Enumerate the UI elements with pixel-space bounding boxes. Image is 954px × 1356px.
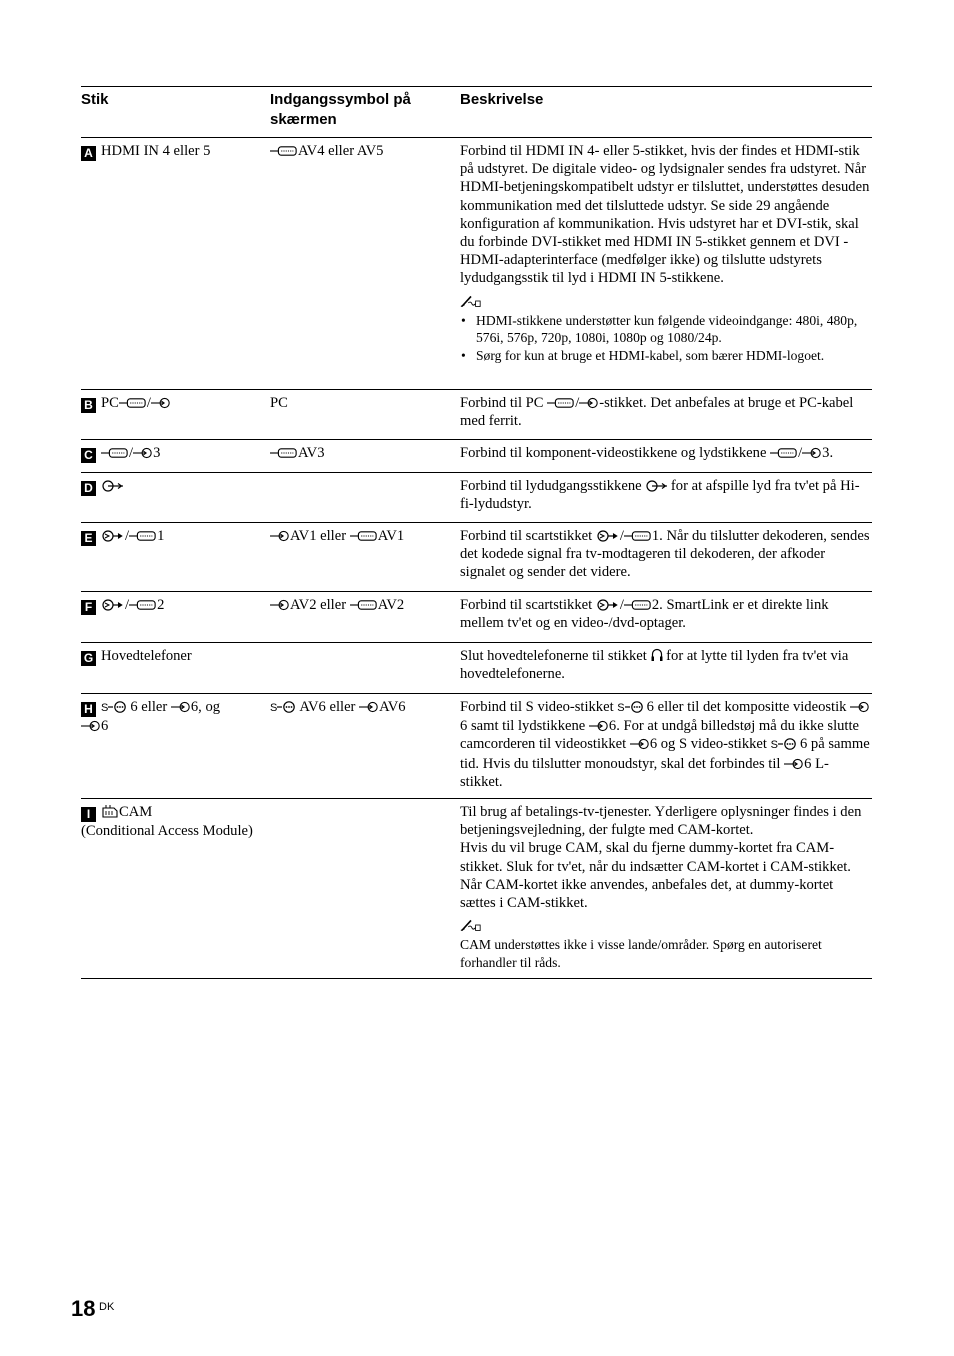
row-h-symbol-text-2: AV6 xyxy=(379,699,406,715)
input-icon xyxy=(270,530,290,542)
row-h-desc-4: 6. For at undgå billedstøj må du ikke slutte camcorderen til videostikket xyxy=(460,718,860,753)
row-a-description-text: Forbind til HDMI IN 4- eller 5-stikket, hvis der findes et HDMI-stik på udstyret. De digitale video- og lydsignaler sendes fra udstyret. Når HDMI-betjeningskompatibelt udstyr er tilsluttet, understøttes desuden kommunikation med det tilsluttede udstyr. Se side 29 angående konfiguration af kommunikation. Hvis udstyret har et DVI-stik, skal du forbinde DVI-stikket med HDMI IN 5-stikket gennem et DVI - HDMI-adapterinterface (medfølger ikke) og tilslutte udstyrets lydudgangsstik til lyd i HDMI IN 5-stikkene. xyxy=(460,143,870,287)
audio-output-icon xyxy=(101,480,123,492)
video-input-icon xyxy=(350,530,378,542)
video-input-icon xyxy=(624,599,652,611)
s-video-mark: S xyxy=(270,702,278,714)
row-e-connector: E / 1 xyxy=(81,527,261,546)
table-row-g xyxy=(81,643,872,694)
row-c-symbol-text: AV3 xyxy=(298,445,325,461)
row-g-description-text: Slut hovedtelefonerne til stikket xyxy=(460,648,647,664)
row-c-connector: C / 3 xyxy=(81,444,261,463)
hdmi-input-icon xyxy=(119,397,147,409)
row-e-symbol xyxy=(270,527,450,545)
row-f-connector: F / 2 xyxy=(81,596,261,615)
page-number: 18 xyxy=(71,1296,96,1321)
row-e-symbol-text: AV1 eller xyxy=(290,528,347,544)
component-input-icon xyxy=(770,447,798,459)
row-i-connector xyxy=(81,803,261,840)
row-letter-badge: D xyxy=(81,481,96,496)
row-f-description: Forbind til scartstikket / 2. SmartLink er et direkte link mellem tv'et og en video-/dvd-optager. xyxy=(460,597,829,632)
row-i-note: CAM understøttes ikke i visse lande/områder. Spørg en autoriseret forhandler til råds. xyxy=(460,937,822,971)
video-input-icon xyxy=(359,701,379,713)
connector-table xyxy=(81,86,872,979)
row-c-connector-text: 3 xyxy=(153,445,161,461)
row-e-description-text: Forbind til scartstikket xyxy=(460,528,593,544)
row-h-connector xyxy=(81,698,261,735)
hdmi-input-icon xyxy=(270,145,298,157)
row-i-connector-text: CAM xyxy=(119,804,153,820)
row-f-symbol-text-2: AV2 xyxy=(377,597,405,613)
table-row-i xyxy=(81,799,872,979)
row-g-connector-text: Hovedtelefoner xyxy=(101,648,192,664)
scart-icon xyxy=(101,530,125,542)
video-input-icon xyxy=(350,599,378,611)
row-g-description-text-2: for at lytte til lyden fra tv'et via hovedtelefonerne. xyxy=(460,648,849,683)
row-e-description: Forbind til scartstikket / 1. Når du tilslutter dekoderen, sendes det kodede signal fra tv-modtageren til dekoderen, der afkoder signalet og sender det videre. xyxy=(460,528,870,581)
note-item: • HDMI-stikkene understøtter kun følgende videoindgange: 480i, 480p, 576i, 576p, 720p, 1080i, 1080p og 1080/24p. xyxy=(460,312,871,348)
row-h-desc-2: 6 eller til det kompositte videostik xyxy=(646,699,847,715)
component-input-icon xyxy=(101,447,129,459)
row-i-description xyxy=(460,803,871,972)
row-letter-badge: A xyxy=(81,146,96,161)
row-a-symbol xyxy=(270,142,450,160)
table-header xyxy=(81,87,872,138)
row-h-description xyxy=(460,698,871,791)
note-icon xyxy=(460,916,482,934)
row-e-connector-text: 1 xyxy=(157,528,165,544)
table-row-e xyxy=(81,523,872,592)
table-row-c xyxy=(81,440,872,473)
audio-input-icon xyxy=(81,720,101,732)
scart-icon xyxy=(596,530,620,542)
audio-input-icon xyxy=(589,720,609,732)
row-i-description-p2: Hvis du vil bruge CAM, skal du fjerne dummy-kortet fra CAM-stikket. Sluk for tv'et, når du indsætter CAM-kortet i CAM-stikket. Når CAM-kortet ikke anvendes, anbefales det, at dummy-kortet sættes i CAM-stikket. xyxy=(460,840,851,912)
scart-icon xyxy=(596,599,620,611)
row-b-description-text-2: -stikket. Det anbefales at bruge et PC-kabel med ferrit. xyxy=(460,395,854,430)
table-row-f xyxy=(81,592,872,643)
table-row-b xyxy=(81,390,872,440)
row-b-connector-text: PC xyxy=(101,395,119,411)
row-letter-badge: E xyxy=(81,531,96,546)
row-letter-badge: B xyxy=(81,398,96,413)
row-h-desc-7: 6 L-stikket. xyxy=(460,755,829,790)
s-video-icon xyxy=(277,701,299,713)
header-symbol: Indgangssymbol på skærmen xyxy=(270,91,411,128)
row-a-symbol-text: AV4 eller AV5 xyxy=(298,143,384,159)
row-f-description-text: Forbind til scartstikket xyxy=(460,597,593,613)
row-letter-badge: F xyxy=(81,600,96,615)
video-input-icon xyxy=(630,738,650,750)
input-icon xyxy=(270,599,290,611)
row-b-symbol: PC xyxy=(270,395,288,411)
s-video-mark: S xyxy=(770,739,778,752)
row-a-notes xyxy=(460,312,871,365)
s-video-icon xyxy=(778,738,800,750)
row-d-description-text-2: for at afspille lyd fra tv'et på Hi-fi-lydudstyr. xyxy=(460,478,860,513)
table-row-d xyxy=(81,473,872,523)
audio-input-icon xyxy=(151,397,171,409)
header-stik: Stik xyxy=(81,91,109,108)
component-input-icon xyxy=(270,447,298,459)
video-input-icon xyxy=(171,701,191,713)
row-h-desc-1: Forbind til S video-stikket xyxy=(460,699,614,715)
row-d-description-text: Forbind til lydudgangsstikkene xyxy=(460,478,642,494)
row-f-symbol-text: AV2 eller xyxy=(290,597,347,613)
row-a-connector-text: HDMI IN 4 eller 5 xyxy=(101,143,211,159)
scart-icon xyxy=(101,599,125,611)
row-h-connector-text-3: 6 xyxy=(101,718,109,735)
video-input-icon xyxy=(850,701,870,713)
note-item: • Sørg for kun at bruge et HDMI-kabel, som bærer HDMI-logoet. xyxy=(460,347,871,365)
video-input-icon xyxy=(129,599,157,611)
row-b-description-text: Forbind til PC xyxy=(460,395,544,411)
row-c-description-text: Forbind til komponent-videostikkene og lydstikkene xyxy=(460,445,767,461)
video-input-icon xyxy=(129,530,157,542)
row-c-description: Forbind til komponent-videostikkene og lydstikkene / 3. xyxy=(460,445,834,461)
headphone-icon xyxy=(651,648,663,662)
row-b-description: Forbind til PC / -stikket. Det anbefales at bruge et PC-kabel med ferrit. xyxy=(460,395,854,430)
row-i-connector-text-2: (Conditional Access Module) xyxy=(81,823,253,839)
table-row-a xyxy=(81,138,872,390)
row-a-description xyxy=(460,142,871,365)
row-d-connector xyxy=(81,477,261,496)
audio-output-icon xyxy=(645,480,667,492)
row-letter-badge: C xyxy=(81,448,96,463)
table-row-h xyxy=(81,694,872,799)
row-h-symbol-text: AV6 eller xyxy=(299,699,356,715)
row-d-description xyxy=(460,477,871,513)
row-a-connector xyxy=(81,142,261,161)
cam-card-icon xyxy=(101,804,119,818)
row-h-connector-text: 6 eller xyxy=(130,699,168,715)
row-g-connector xyxy=(81,647,261,666)
audio-input-icon xyxy=(802,447,822,459)
row-b-connector: B PC / xyxy=(81,394,261,413)
row-f-connector-text: 2 xyxy=(157,597,165,613)
row-c-symbol xyxy=(270,444,450,462)
row-h-connector-text-2: 6, og xyxy=(190,699,221,715)
video-input-icon xyxy=(624,530,652,542)
header-description: Beskrivelse xyxy=(460,91,544,108)
row-letter-badge: H xyxy=(81,702,96,717)
row-h-desc-3: 6 samt til lydstikkene xyxy=(460,718,586,735)
row-i-description-p1: Til brug af betalings-tv-tjenester. Yderligere oplysninger findes i den betjeningsvejledning, der fulgte med CAM-kortet. xyxy=(460,804,862,839)
row-f-description-text-2: 2. SmartLink er et direkte link mellem tv'et og en video-/dvd-optager. xyxy=(460,597,829,632)
row-letter-badge: G xyxy=(81,651,96,666)
hdmi-input-icon xyxy=(547,397,575,409)
row-e-symbol-text-2: AV1 xyxy=(377,528,405,544)
audio-input-icon xyxy=(579,397,599,409)
row-h-desc-5: 6 og S video-stikket xyxy=(649,736,767,753)
row-h-symbol xyxy=(270,698,450,717)
row-c-description-text-2: 3. xyxy=(822,445,834,461)
row-letter-badge: I xyxy=(81,807,96,822)
row-g-description xyxy=(460,647,871,683)
note-icon xyxy=(460,292,482,310)
row-e-description-text-2: 1. Når du tilslutter dekoderen, sendes det kodede signal fra tv-modtageren til dekoderen, der afkoder signalet og sender det videre. xyxy=(460,528,870,581)
audio-input-icon xyxy=(784,758,804,770)
page-language-code: DK xyxy=(99,1301,115,1313)
s-video-mark: S xyxy=(617,702,625,714)
s-video-icon xyxy=(625,701,647,713)
s-video-icon xyxy=(108,701,130,713)
audio-input-icon xyxy=(133,447,153,459)
row-f-symbol xyxy=(270,596,450,614)
s-video-mark: S xyxy=(101,702,109,714)
row-h-desc-6: 6 på samme tid. Hvis du tilslutter monoudstyr, skal det forbindes til xyxy=(460,736,870,772)
